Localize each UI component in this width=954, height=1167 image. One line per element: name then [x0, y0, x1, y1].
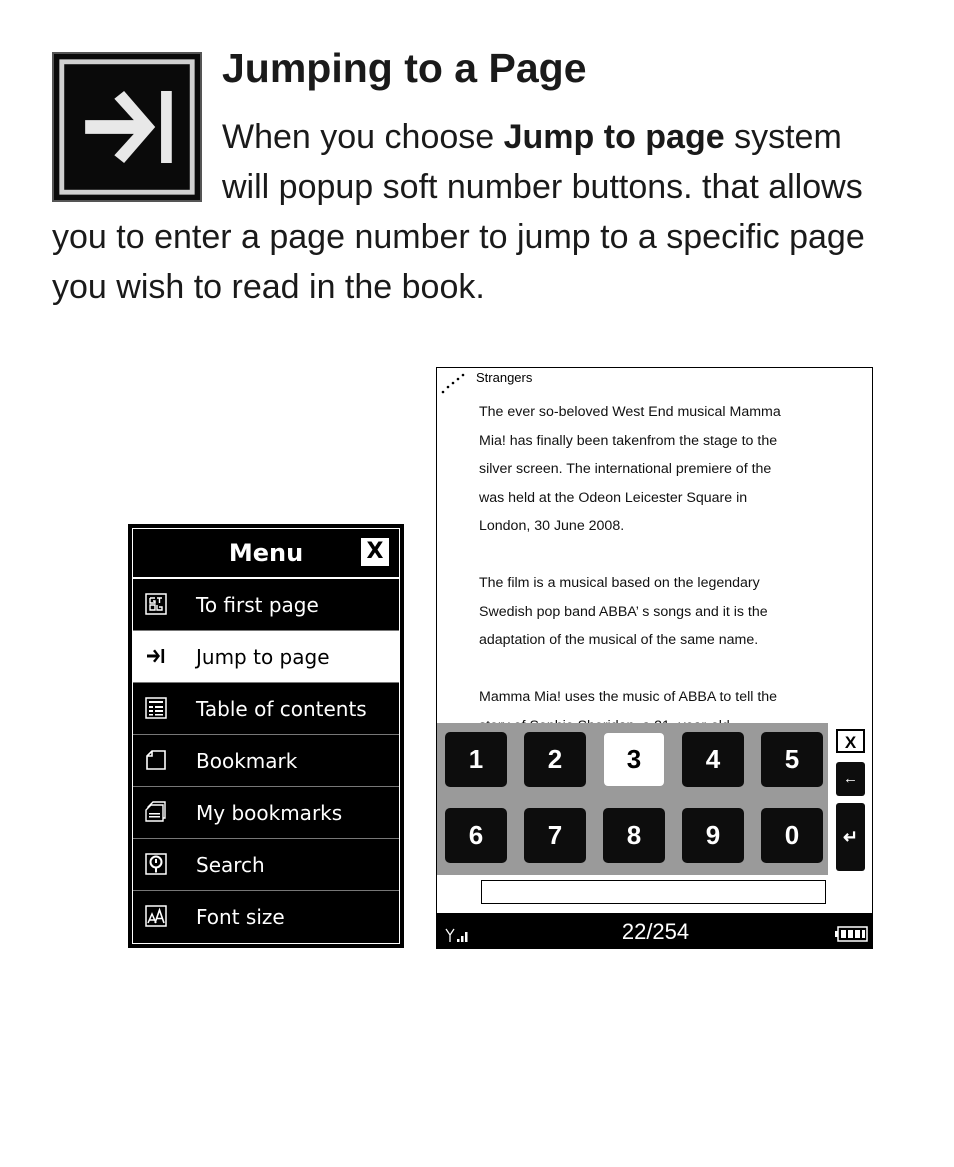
menu-item-label: Font size — [196, 905, 285, 929]
intro-line-2: will popup soft number buttons. that allows — [222, 168, 863, 206]
intro-bold-text: Jump to page — [503, 118, 725, 156]
search-icon — [145, 853, 167, 875]
menu-item-font-size[interactable] — [133, 891, 399, 942]
text-line: Mamma Mia! uses the music of ABBA to tell the — [479, 689, 778, 705]
keypad-close-button[interactable]: X — [836, 729, 865, 753]
enter-button[interactable]: ↵ — [836, 803, 865, 871]
text-line: Mia! has finally been takenfrom the stage to the — [479, 432, 778, 449]
menu-item-label: Bookmark — [196, 749, 298, 773]
menu-item-label: My bookmarks — [196, 801, 343, 825]
table-of-contents-icon — [145, 697, 167, 719]
menu-close-button[interactable]: X — [361, 538, 389, 566]
key-2[interactable]: 2 — [524, 732, 586, 787]
menu-item-search[interactable] — [133, 839, 399, 891]
text-line: The ever so-beloved West End musical Mamma — [479, 404, 781, 420]
menu-item-bookmark[interactable] — [133, 735, 399, 787]
menu-item-my-bookmarks[interactable] — [133, 787, 399, 839]
key-5[interactable]: 5 — [761, 732, 823, 787]
book-text — [479, 398, 839, 769]
key-0[interactable]: 0 — [761, 808, 823, 863]
key-6[interactable]: 6 — [445, 808, 507, 863]
menu-item-to-first-page[interactable] — [133, 579, 399, 631]
text-line: adaptation of the musical of the same name. — [479, 632, 759, 648]
jump-to-page-icon — [52, 52, 202, 202]
menu-frame — [132, 528, 400, 944]
key-7[interactable]: 7 — [524, 808, 586, 863]
menu-header — [133, 529, 399, 579]
bookmark-icon — [145, 749, 167, 771]
intro-line-4: you wish to read in the book. — [52, 268, 485, 306]
reader-screen — [436, 367, 873, 949]
key-9[interactable]: 9 — [682, 808, 744, 863]
page-number-input[interactable] — [481, 880, 826, 904]
text-line: London, 30 June 2008. — [479, 518, 625, 534]
font-size-icon — [145, 905, 167, 927]
intro-line-1 — [222, 112, 842, 162]
menu-item-table-of-contents[interactable] — [133, 683, 399, 735]
book-paragraph — [479, 398, 839, 541]
intro-text: system — [724, 118, 842, 156]
intro-text: When you choose — [222, 118, 504, 156]
battery-icon — [834, 926, 868, 942]
text-line: was held at the Odeon Leicester Square in — [479, 489, 748, 506]
text-line: silver screen. The international premiere of the — [479, 461, 772, 477]
text-line: The film is a musical based on the legendary — [479, 575, 760, 591]
book-title: Strangers — [476, 370, 533, 385]
key-4[interactable]: 4 — [682, 732, 744, 787]
menu-item-label: To first page — [196, 593, 319, 617]
loading-dots-icon — [440, 370, 470, 396]
key-1[interactable]: 1 — [445, 732, 507, 787]
jump-to-page-icon — [145, 645, 167, 667]
number-keypad — [437, 723, 873, 913]
menu-title: Menu — [228, 539, 304, 567]
page-title: Jumping to a Page — [222, 45, 587, 91]
book-paragraph — [479, 569, 839, 655]
backspace-button[interactable]: ← — [836, 762, 865, 796]
menu-panel — [128, 524, 404, 948]
text-line: Swedish pop band ABBA’ s songs and it is the — [479, 603, 768, 620]
status-bar — [437, 913, 873, 949]
menu-item-label: Search — [196, 853, 265, 877]
first-page-icon — [145, 593, 167, 615]
my-bookmarks-icon — [145, 801, 167, 823]
page-indicator: 22/254 — [621, 919, 690, 944]
menu-item-jump-to-page[interactable] — [133, 631, 399, 683]
menu-item-label: Jump to page — [196, 645, 330, 669]
key-3[interactable]: 3 — [603, 732, 665, 787]
intro-line-3: you to enter a page number to jump to a specific page — [52, 218, 865, 256]
menu-item-label: Table of contents — [196, 697, 367, 721]
key-8[interactable]: 8 — [603, 808, 665, 863]
